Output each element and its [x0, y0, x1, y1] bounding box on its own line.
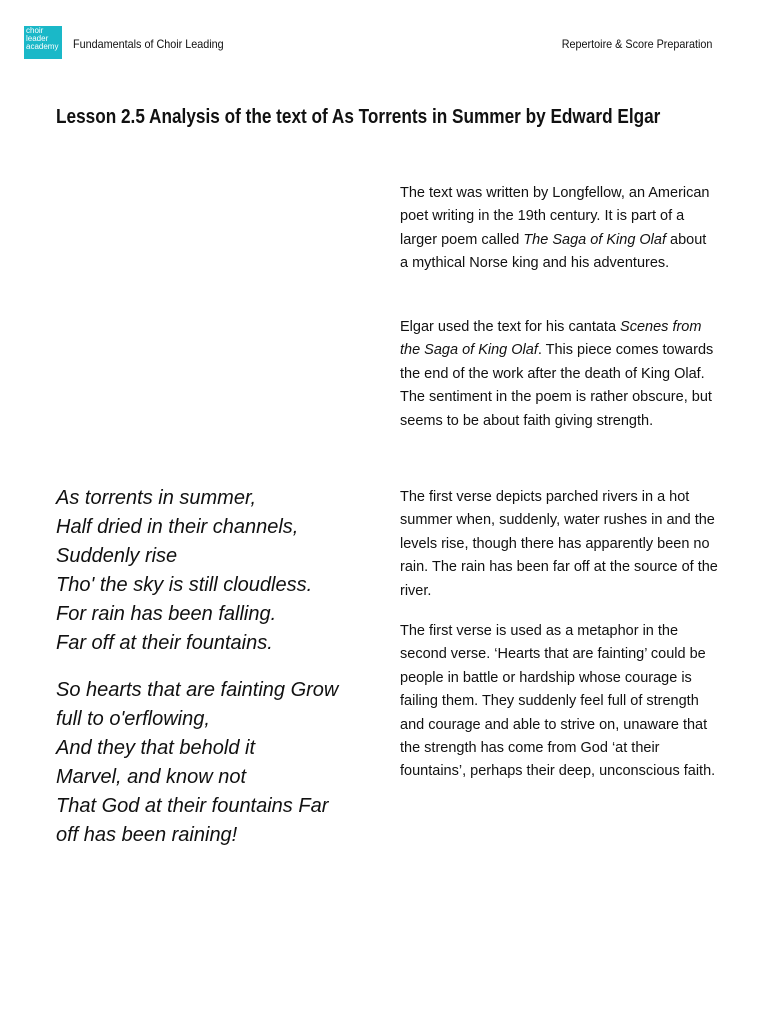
- verse-line: For rain has been falling.: [56, 603, 277, 625]
- paragraph-text: The first verse depicts parched rivers in a hot summer when, suddenly, water rushes in and the levels rise, though there has apparently been no rain. The rain has been far off at the source of the river.: [400, 489, 718, 599]
- course-name: Fundamentals of Choir Leading: [73, 37, 224, 51]
- paragraph-text: The text was written by Longfellow, an American poet writing in the 19th century. It is part of a larger poem called: [400, 185, 710, 248]
- verse-line: So hearts that are fainting Grow: [56, 679, 339, 701]
- paragraph-author: [400, 182, 718, 276]
- poem-verse-2: [56, 676, 376, 850]
- logo-line: choir: [26, 26, 44, 35]
- paragraph-first-verse: [400, 486, 718, 603]
- verse-line: full to o'erflowing,: [56, 708, 210, 730]
- paragraph-text: Elgar used the text for his cantata: [400, 319, 621, 335]
- paragraph-cantata: [400, 316, 718, 433]
- poem-title: The Saga of King Olaf: [523, 231, 666, 248]
- cantata-title: Scenes from the Saga of King Olaf: [400, 319, 702, 359]
- verse-line: Suddenly rise: [56, 545, 178, 567]
- choir-leader-academy-logo: [24, 26, 62, 59]
- paragraph-metaphor: [400, 620, 718, 784]
- verse-line: And they that behold it: [56, 737, 256, 759]
- verse-line: Far off at their fountains.: [56, 632, 273, 654]
- verse-line: That God at their fountains Far: [56, 795, 329, 817]
- verse-line: Marvel, and know not: [56, 766, 247, 788]
- paragraph-text: The first verse is used as a metaphor in the second verse. ‘Hearts that are fainting’ could be people in battle or hardship whose courage is failing them. They suddenly feel full of strength and courage and able to strive on, unaware that the strength has come from God ‘at their fountains’, perhaps their deep, unconscious faith.: [400, 623, 716, 780]
- paragraph-text: . This piece comes towards the end of the work after the death of King Olaf. The sentiment in the poem is rather obscure, but seems to be about faith giving strength.: [400, 342, 714, 429]
- module-name: Repertoire & Score Preparation: [561, 37, 712, 51]
- poem-verse-1: [56, 484, 376, 658]
- verse-line: off has been raining!: [56, 824, 238, 846]
- verse-line: Tho' the sky is still cloudless.: [56, 574, 313, 596]
- logo-line: leader: [26, 34, 49, 43]
- page-header: [0, 0, 768, 70]
- verse-line: Half dried in their channels,: [56, 516, 299, 538]
- verse-line: As torrents in summer,: [56, 487, 257, 509]
- paragraph-text: about a mythical Norse king and his adventures.: [400, 231, 707, 272]
- logo-line: academy: [26, 42, 59, 51]
- lesson-title: Lesson 2.5 Analysis of the text of As Torrents in Summer by Edward Elgar: [56, 106, 661, 128]
